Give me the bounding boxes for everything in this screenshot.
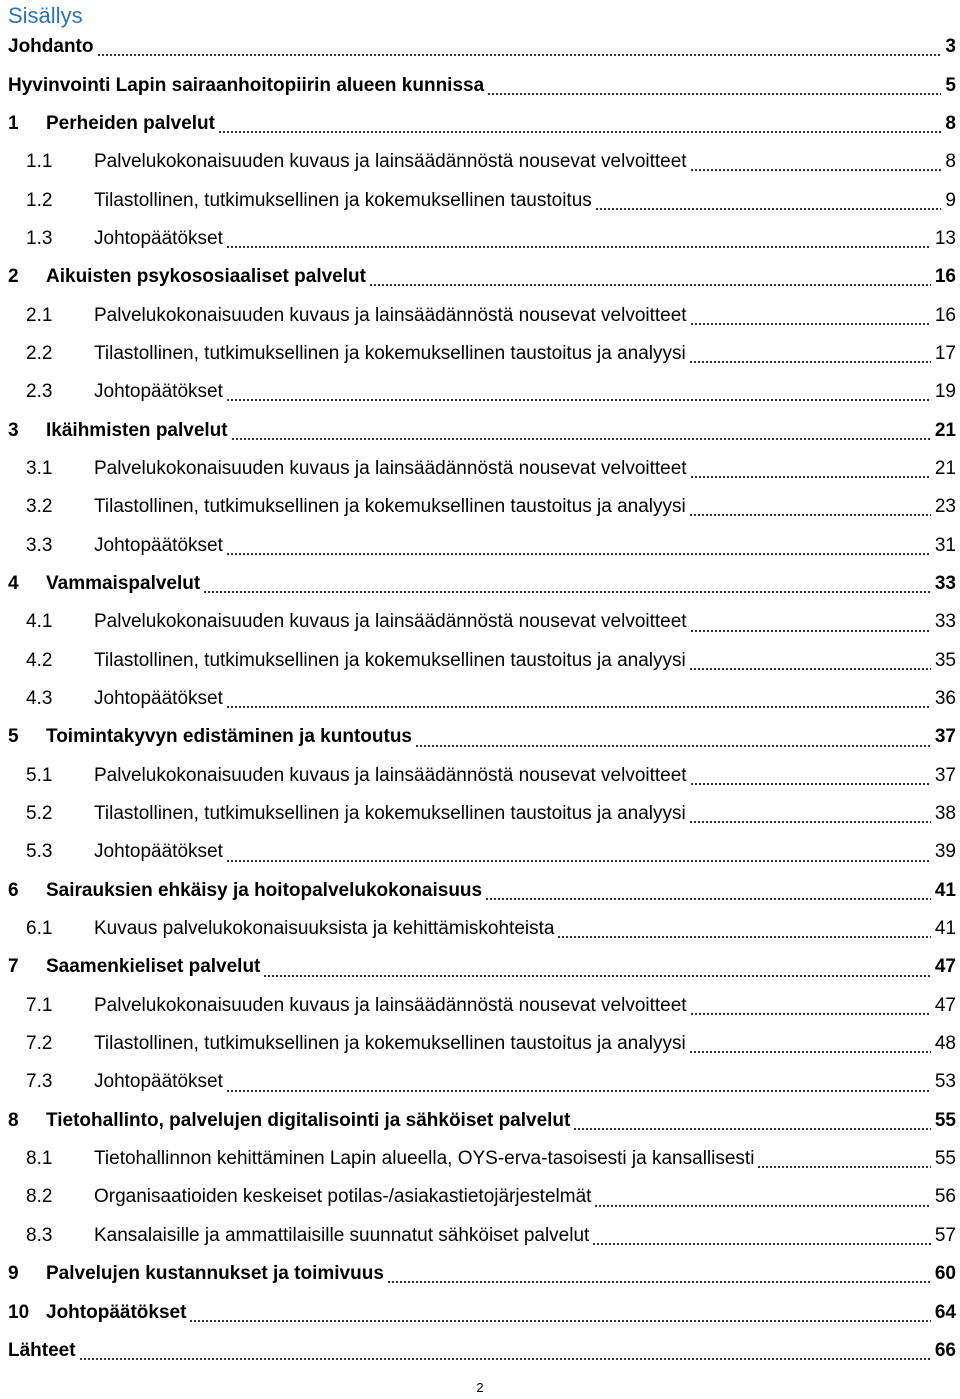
toc-entry[interactable] bbox=[0, 258, 960, 296]
dot-leader bbox=[594, 1205, 930, 1207]
dot-leader bbox=[226, 553, 931, 555]
toc-entry-title: Aikuisten psykososiaaliset palvelut bbox=[46, 266, 366, 288]
dot-leader bbox=[690, 323, 931, 325]
toc-entry-number: 4 bbox=[8, 572, 19, 594]
toc-entry-title: Palvelukokonaisuuden kuvaus ja lainsäädännöstä nousevat velvoitteet bbox=[94, 764, 687, 786]
toc-entry-title: Tilastollinen, tutkimuksellinen ja kokemuksellinen taustoitus ja analyysi bbox=[94, 1033, 686, 1055]
toc-entry-title: Johtopäätökset bbox=[94, 841, 223, 863]
toc-entry[interactable] bbox=[0, 296, 960, 334]
toc-entry-title: Palvelukokonaisuuden kuvaus ja lainsäädännöstä nousevat velvoitteet bbox=[94, 994, 687, 1016]
toc-entry-title: Sairauksien ehkäisy ja hoitopalvelukokonaisuus bbox=[46, 879, 483, 901]
toc-entry-page: 56 bbox=[934, 1186, 956, 1208]
dot-leader bbox=[218, 131, 941, 133]
toc-entry-number: 2.2 bbox=[26, 342, 53, 364]
toc-entry[interactable] bbox=[0, 335, 960, 373]
toc-entry-title: Tietohallinnon kehittäminen Lapin alueella, OYS-erva-tasoisesti ja kansallisesti bbox=[94, 1148, 755, 1170]
dot-leader bbox=[226, 1090, 931, 1092]
toc-entry-page: 35 bbox=[934, 649, 956, 671]
toc-heading: Sisällys bbox=[8, 3, 83, 28]
toc-entry-page: 64 bbox=[934, 1301, 956, 1323]
dot-leader bbox=[690, 169, 942, 171]
toc-entry[interactable] bbox=[0, 1102, 960, 1140]
toc-entry-page: 8 bbox=[945, 112, 956, 134]
dot-leader bbox=[689, 668, 931, 670]
toc-entry-number: 5 bbox=[8, 726, 19, 748]
dot-leader bbox=[757, 1166, 930, 1168]
toc-entry-number: 8.3 bbox=[26, 1224, 53, 1246]
toc-entry-number: 2 bbox=[8, 266, 19, 288]
dot-leader bbox=[263, 975, 930, 977]
dot-leader bbox=[97, 54, 942, 56]
dot-leader bbox=[689, 361, 931, 363]
toc-entry-title: Saamenkieliset palvelut bbox=[46, 956, 261, 978]
toc-entry-title: Tilastollinen, tutkimuksellinen ja kokemuksellinen taustoitus ja analyysi bbox=[94, 496, 686, 518]
toc-entry[interactable] bbox=[0, 565, 960, 603]
toc-entry-page: 36 bbox=[934, 688, 956, 710]
toc-entry[interactable] bbox=[0, 373, 960, 411]
toc-entry-title: Tilastollinen, tutkimuksellinen ja kokemuksellinen taustoitus ja analyysi bbox=[94, 803, 686, 825]
toc-entry-title: Johtopäätökset bbox=[94, 534, 223, 556]
toc-entry-page: 21 bbox=[934, 419, 956, 441]
toc-entry-number: 6 bbox=[8, 879, 19, 901]
toc-entry-page: 60 bbox=[934, 1263, 956, 1285]
toc-entry-number: 5.1 bbox=[26, 764, 53, 786]
toc-entry[interactable] bbox=[0, 910, 960, 948]
toc-entry-page: 47 bbox=[934, 956, 956, 978]
toc-entry-page: 3 bbox=[945, 36, 956, 58]
toc-entry[interactable] bbox=[0, 987, 960, 1025]
toc-entry-title: Perheiden palvelut bbox=[46, 112, 215, 134]
toc-entry-number: 8.1 bbox=[26, 1148, 53, 1170]
toc-entry-number: 8 bbox=[8, 1109, 19, 1131]
toc-entry-title: Tilastollinen, tutkimuksellinen ja kokemuksellinen taustoitus ja analyysi bbox=[94, 649, 686, 671]
toc-entry-number: 3 bbox=[8, 419, 19, 441]
toc-entry-number: 6.1 bbox=[26, 918, 53, 940]
toc-entry-number: 4.2 bbox=[26, 649, 53, 671]
toc-entry[interactable] bbox=[0, 718, 960, 756]
dot-leader bbox=[595, 208, 942, 210]
dot-leader bbox=[226, 860, 931, 862]
dot-leader bbox=[690, 630, 931, 632]
toc-entry-title: Palvelukokonaisuuden kuvaus ja lainsäädännöstä nousevat velvoitteet bbox=[94, 304, 687, 326]
toc-entry-title: Johtopäätökset bbox=[94, 1071, 223, 1093]
toc-entry[interactable] bbox=[0, 872, 960, 910]
toc-entry-title: Organisaatioiden keskeiset potilas-/asiakastietojärjestelmät bbox=[94, 1186, 592, 1208]
dot-leader bbox=[557, 936, 930, 938]
toc-entry-title: Palvelukokonaisuuden kuvaus ja lainsäädännöstä nousevat velvoitteet bbox=[94, 457, 687, 479]
toc-entry-page: 37 bbox=[934, 764, 956, 786]
toc-entry-number: 9 bbox=[8, 1263, 19, 1285]
toc-entry[interactable] bbox=[0, 411, 960, 449]
toc-entry-number: 3.2 bbox=[26, 496, 53, 518]
toc-entry-page: 33 bbox=[934, 611, 956, 633]
toc-entry-page: 41 bbox=[934, 879, 956, 901]
dot-leader bbox=[369, 284, 931, 286]
toc-entry-number: 5.3 bbox=[26, 841, 53, 863]
toc-entry[interactable] bbox=[0, 105, 960, 143]
dot-leader bbox=[485, 898, 931, 900]
toc-entry-page: 13 bbox=[934, 227, 956, 249]
toc-entry[interactable] bbox=[0, 1255, 960, 1293]
toc-entry[interactable] bbox=[0, 757, 960, 795]
toc-entry-number: 8.2 bbox=[26, 1186, 53, 1208]
toc-entry[interactable] bbox=[0, 1332, 960, 1370]
toc-entry-page: 55 bbox=[934, 1148, 956, 1170]
toc-entry-number: 7.3 bbox=[26, 1071, 53, 1093]
toc-entry-number: 1.1 bbox=[26, 151, 53, 173]
toc-entry-title: Ikäihmisten palvelut bbox=[46, 419, 228, 441]
toc-entry[interactable] bbox=[0, 1217, 960, 1255]
toc-entry[interactable] bbox=[0, 488, 960, 526]
toc-entry-title: Johtopäätökset bbox=[94, 227, 223, 249]
toc-entry-number: 1 bbox=[8, 112, 19, 134]
toc-entry-number: 1.2 bbox=[26, 189, 53, 211]
toc-entry[interactable] bbox=[0, 1178, 960, 1216]
toc-entry-number: 3.1 bbox=[26, 457, 53, 479]
toc-entry-title: Lähteet bbox=[8, 1339, 76, 1361]
toc-entry-page: 5 bbox=[945, 74, 956, 96]
toc-entry[interactable] bbox=[0, 1293, 960, 1331]
dot-leader bbox=[415, 745, 931, 747]
page-number: 2 bbox=[476, 1380, 484, 1395]
toc-entry-title: Palvelukokonaisuuden kuvaus ja lainsäädännöstä nousevat velvoitteet bbox=[94, 151, 687, 173]
toc-entry-number: 2.3 bbox=[26, 381, 53, 403]
toc-entry-number: 4.1 bbox=[26, 611, 53, 633]
toc-entry-title: Palvelukokonaisuuden kuvaus ja lainsäädännöstä nousevat velvoitteet bbox=[94, 611, 687, 633]
toc-entry-page: 19 bbox=[934, 381, 956, 403]
toc-entry-number: 4.3 bbox=[26, 688, 53, 710]
dot-leader bbox=[690, 783, 931, 785]
toc-entry-page: 57 bbox=[934, 1224, 956, 1246]
toc-entry-title: Hyvinvointi Lapin sairaanhoitopiirin alueen kunnissa bbox=[8, 74, 485, 96]
toc-entry-number: 10 bbox=[8, 1301, 30, 1323]
toc-entry[interactable] bbox=[0, 795, 960, 833]
toc-entry-number: 5.2 bbox=[26, 803, 53, 825]
toc-entry[interactable] bbox=[0, 1063, 960, 1101]
toc-entry-number: 7 bbox=[8, 956, 19, 978]
toc-entry[interactable] bbox=[0, 28, 960, 66]
dot-leader bbox=[689, 1051, 931, 1053]
toc-entry[interactable] bbox=[0, 526, 960, 564]
dot-leader bbox=[573, 1128, 930, 1130]
toc-entry-page: 21 bbox=[934, 457, 956, 479]
toc-entry-title: Kuvaus palvelukokonaisuuksista ja kehittämiskohteista bbox=[94, 918, 555, 940]
toc-entry-title: Johtopäätökset bbox=[46, 1301, 187, 1323]
toc-entry[interactable] bbox=[0, 1025, 960, 1063]
dot-leader bbox=[487, 93, 941, 95]
toc-entry[interactable] bbox=[0, 181, 960, 219]
toc-entry[interactable] bbox=[0, 948, 960, 986]
toc-entry[interactable] bbox=[0, 66, 960, 104]
toc-entry-page: 48 bbox=[934, 1033, 956, 1055]
toc-entry[interactable] bbox=[0, 642, 960, 680]
dot-leader bbox=[689, 514, 931, 516]
toc-entry[interactable] bbox=[0, 143, 960, 181]
toc-entry-page: 23 bbox=[934, 496, 956, 518]
toc-entry-number: 7.2 bbox=[26, 1033, 53, 1055]
dot-leader bbox=[387, 1281, 931, 1283]
toc-entry-title: Tilastollinen, tutkimuksellinen ja kokemuksellinen taustoitus bbox=[94, 189, 592, 211]
dot-leader bbox=[189, 1320, 930, 1322]
toc-entry[interactable] bbox=[0, 603, 960, 641]
toc-entry-page: 41 bbox=[934, 918, 956, 940]
toc-entry-page: 66 bbox=[934, 1339, 956, 1361]
toc-entry-page: 53 bbox=[934, 1071, 956, 1093]
toc-entry-number: 1.3 bbox=[26, 227, 53, 249]
toc-entry[interactable] bbox=[0, 450, 960, 488]
toc-entry-page: 31 bbox=[934, 534, 956, 556]
toc-entry-title: Toimintakyvyn edistäminen ja kuntoutus bbox=[46, 726, 412, 748]
toc-entry-page: 17 bbox=[934, 342, 956, 364]
toc-entry[interactable] bbox=[0, 833, 960, 871]
dot-leader bbox=[203, 591, 931, 593]
dot-leader bbox=[226, 706, 931, 708]
toc-entry-title: Vammaispalvelut bbox=[46, 572, 201, 594]
toc-entry-page: 39 bbox=[934, 841, 956, 863]
toc-entry-page: 9 bbox=[945, 189, 956, 211]
toc-entry[interactable] bbox=[0, 1140, 960, 1178]
table-of-contents bbox=[0, 28, 960, 1370]
toc-entry-page: 37 bbox=[934, 726, 956, 748]
toc-entry-page: 38 bbox=[934, 803, 956, 825]
toc-entry-page: 33 bbox=[934, 572, 956, 594]
dot-leader bbox=[689, 821, 931, 823]
dot-leader bbox=[690, 476, 931, 478]
dot-leader bbox=[592, 1243, 931, 1245]
toc-entry[interactable] bbox=[0, 220, 960, 258]
toc-entry-page: 47 bbox=[934, 994, 956, 1016]
toc-entry-number: 3.3 bbox=[26, 534, 53, 556]
toc-entry-title: Tietohallinto, palvelujen digitalisointi ja sähköiset palvelut bbox=[46, 1109, 571, 1131]
toc-entry-page: 16 bbox=[934, 304, 956, 326]
toc-entry-title: Johdanto bbox=[8, 36, 94, 58]
toc-entry-title: Palvelujen kustannukset ja toimivuus bbox=[46, 1263, 384, 1285]
toc-entry-page: 8 bbox=[945, 151, 956, 173]
toc-entry-title: Johtopäätökset bbox=[94, 688, 223, 710]
toc-entry-title: Tilastollinen, tutkimuksellinen ja kokemuksellinen taustoitus ja analyysi bbox=[94, 342, 686, 364]
toc-entry-title: Johtopäätökset bbox=[94, 381, 223, 403]
toc-entry[interactable] bbox=[0, 680, 960, 718]
dot-leader bbox=[231, 438, 931, 440]
toc-entry-title: Kansalaisille ja ammattilaisille suunnatut sähköiset palvelut bbox=[94, 1224, 590, 1246]
toc-entry-number: 2.1 bbox=[26, 304, 53, 326]
dot-leader bbox=[226, 399, 931, 401]
dot-leader bbox=[79, 1358, 931, 1360]
toc-entry-page: 55 bbox=[934, 1109, 956, 1131]
toc-entry-number: 7.1 bbox=[26, 994, 53, 1016]
toc-entry-page: 16 bbox=[934, 266, 956, 288]
dot-leader bbox=[226, 246, 931, 248]
dot-leader bbox=[690, 1013, 931, 1015]
